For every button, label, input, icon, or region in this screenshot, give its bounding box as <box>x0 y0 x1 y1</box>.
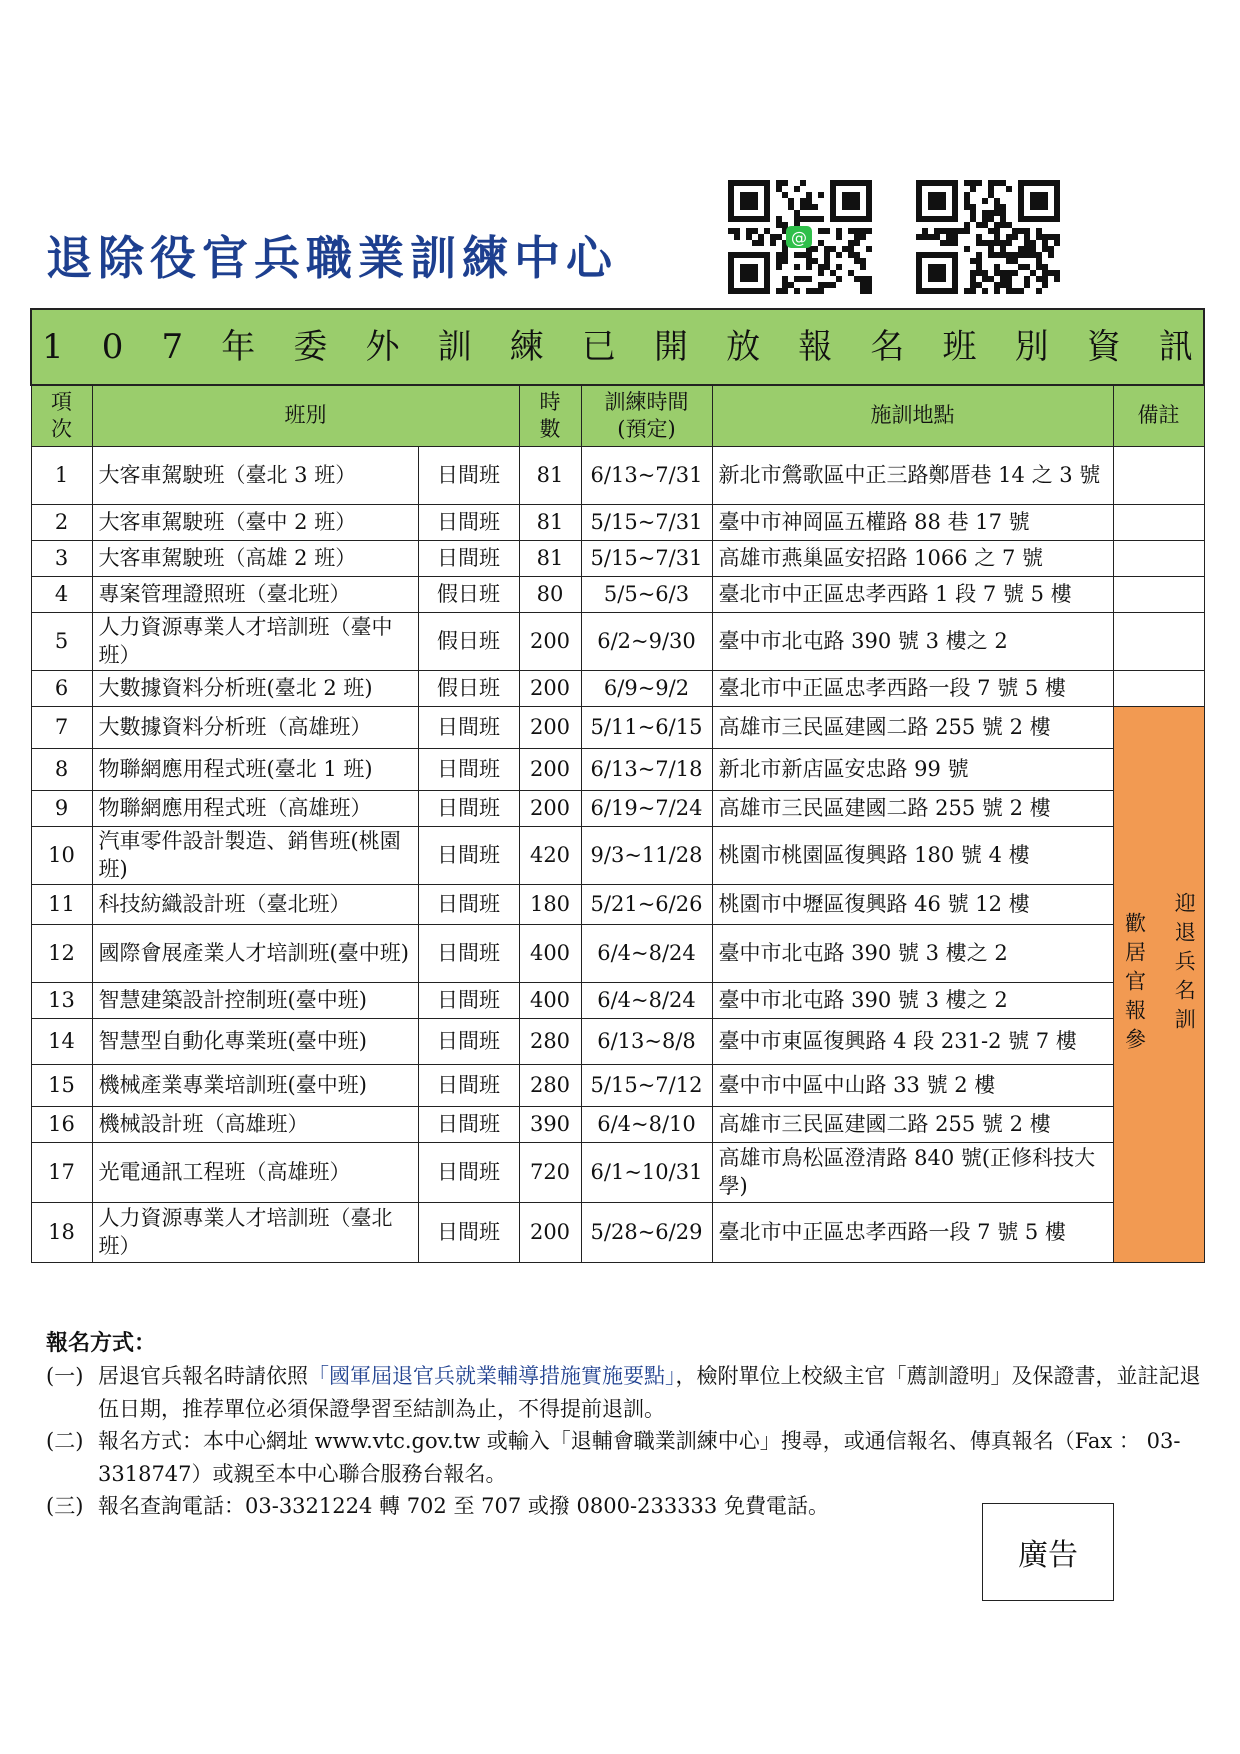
row-class-type: 日間班 <box>418 505 519 541</box>
table-header-row <box>31 385 1204 447</box>
row-period: 5/28~6/29 <box>581 1203 712 1263</box>
row-class-type: 日間班 <box>418 1065 519 1107</box>
row-period: 6/13~7/18 <box>581 749 712 791</box>
banner-char: 資 <box>1086 326 1121 367</box>
header-course: 班別 <box>92 385 519 447</box>
advertisement-label: 廣告 <box>982 1503 1114 1601</box>
row-hours: 81 <box>519 447 581 505</box>
row-period: 6/4~8/24 <box>581 925 712 983</box>
qr-code-icon <box>916 180 1060 294</box>
table-row <box>31 1203 1204 1263</box>
row-course: 大數據資料分析班(臺北 2 班) <box>92 671 418 707</box>
row-class-type: 日間班 <box>418 791 519 827</box>
row-no: 1 <box>31 447 92 505</box>
row-class-type: 假日班 <box>418 671 519 707</box>
row-hours: 200 <box>519 749 581 791</box>
table-row <box>31 1065 1204 1107</box>
row-hours: 400 <box>519 925 581 983</box>
row-no: 13 <box>31 983 92 1019</box>
row-no: 10 <box>31 827 92 885</box>
row-course: 國際會展產業人才培訓班(臺中班) <box>92 925 418 983</box>
banner-char: 外 <box>365 326 400 367</box>
row-hours: 200 <box>519 1203 581 1263</box>
row-course: 專案管理證照班（臺北班） <box>92 577 418 613</box>
row-no: 14 <box>31 1019 92 1065</box>
row-no: 9 <box>31 791 92 827</box>
row-class-type: 日間班 <box>418 447 519 505</box>
table-row <box>31 925 1204 983</box>
row-remark <box>1113 613 1204 671</box>
row-location: 臺中市北屯路 390 號 3 樓之 2 <box>712 613 1113 671</box>
banner-char: 訊 <box>1158 326 1193 367</box>
row-location: 新北市新店區安忠路 99 號 <box>712 749 1113 791</box>
row-class-type: 日間班 <box>418 925 519 983</box>
row-location: 臺中市中區中山路 33 號 2 樓 <box>712 1065 1113 1107</box>
row-period: 5/15~7/31 <box>581 541 712 577</box>
table-row <box>31 1019 1204 1065</box>
table-row <box>31 577 1204 613</box>
row-hours: 280 <box>519 1065 581 1107</box>
banner-char: 放 <box>726 326 761 367</box>
row-period: 5/21~6/26 <box>581 885 712 925</box>
row-location: 臺中市神岡區五權路 88 巷 17 號 <box>712 505 1113 541</box>
row-class-type: 假日班 <box>418 577 519 613</box>
remark-col-left: 歡居官報參 <box>1122 912 1147 1057</box>
row-location: 高雄市鳥松區澄清路 840 號(正修科技大學) <box>712 1143 1113 1203</box>
row-class-type: 日間班 <box>418 827 519 885</box>
row-period: 5/15~7/12 <box>581 1065 712 1107</box>
row-no: 16 <box>31 1107 92 1143</box>
row-course: 智慧建築設計控制班(臺中班) <box>92 983 418 1019</box>
course-table <box>30 308 1205 1263</box>
row-period: 6/4~8/24 <box>581 983 712 1019</box>
row-hours: 81 <box>519 541 581 577</box>
row-hours: 180 <box>519 885 581 925</box>
row-hours: 390 <box>519 1107 581 1143</box>
row-period: 5/15~7/31 <box>581 505 712 541</box>
row-class-type: 日間班 <box>418 707 519 749</box>
row-class-type: 日間班 <box>418 1203 519 1263</box>
row-no: 18 <box>31 1203 92 1263</box>
banner-char: 練 <box>509 326 544 367</box>
row-period: 9/3~11/28 <box>581 827 712 885</box>
row-hours: 200 <box>519 791 581 827</box>
row-course: 物聯網應用程式班（高雄班） <box>92 791 418 827</box>
row-course: 機械設計班（高雄班） <box>92 1107 418 1143</box>
row-location: 高雄市燕巢區安招路 1066 之 7 號 <box>712 541 1113 577</box>
row-hours: 200 <box>519 671 581 707</box>
banner-char: 別 <box>1014 326 1049 367</box>
row-course: 機械產業專業培訓班(臺中班) <box>92 1065 418 1107</box>
row-remark <box>1113 541 1204 577</box>
banner-char: 1 <box>42 326 64 367</box>
row-period: 6/2~9/30 <box>581 613 712 671</box>
row-no: 7 <box>31 707 92 749</box>
row-location: 臺中市北屯路 390 號 3 樓之 2 <box>712 983 1113 1019</box>
banner-char: 班 <box>942 326 977 367</box>
header-remark: 備註 <box>1113 385 1204 447</box>
table-row <box>31 671 1204 707</box>
table-row <box>31 827 1204 885</box>
qr-code-line-icon <box>728 180 872 294</box>
table-banner <box>31 309 1204 385</box>
row-hours: 720 <box>519 1143 581 1203</box>
banner-char: 已 <box>581 326 616 367</box>
row-no: 11 <box>31 885 92 925</box>
registration-item-2: (二) 報名方式：本中心網址 www.vtc.gov.tw 或輸入「退輔會職業訓練中心」搜尋，或通信報名、傳真報名（Fax ： 03-3318747）或親至本中心聯合服務台報名。 <box>46 1429 1181 1486</box>
row-class-type: 假日班 <box>418 613 519 671</box>
banner-title <box>42 325 1193 369</box>
row-location: 新北市鶯歌區中正三路鄭厝巷 14 之 3 號 <box>712 447 1113 505</box>
row-period: 5/11~6/15 <box>581 707 712 749</box>
table-row <box>31 613 1204 671</box>
banner-char: 委 <box>293 326 328 367</box>
row-hours: 80 <box>519 577 581 613</box>
banner-char: 開 <box>654 326 689 367</box>
banner-char: 7 <box>161 326 184 367</box>
banner-char: 名 <box>870 326 905 367</box>
banner-char: 訓 <box>437 326 472 367</box>
table-row <box>31 1107 1204 1143</box>
remark-col-right: 迎退兵名訓 <box>1172 892 1197 1037</box>
row-location: 桃園市桃園區復興路 180 號 4 樓 <box>712 827 1113 885</box>
row-no: 4 <box>31 577 92 613</box>
header-hours: 時 數 <box>519 385 581 447</box>
row-no: 6 <box>31 671 92 707</box>
row-period: 6/13~8/8 <box>581 1019 712 1065</box>
row-location: 臺北市中正區忠孝西路 1 段 7 號 5 樓 <box>712 577 1113 613</box>
registration-item-1: (一) 居退官兵報名時請依照「國軍屆退官兵就業輔導措施實施要點」，檢附單位上校級主官「薦訓證明」及保證書，並註記退伍日期，推荐單位必須保證學習至結訓為止，不得提前退訓。 <box>46 1364 1201 1421</box>
row-class-type: 日間班 <box>418 1143 519 1203</box>
row-hours: 200 <box>519 707 581 749</box>
row-location: 臺中市北屯路 390 號 3 樓之 2 <box>712 925 1113 983</box>
svg-text:@: @ <box>791 228 807 247</box>
banner-char: 年 <box>221 326 256 367</box>
table-row <box>31 447 1204 505</box>
row-location: 高雄市三民區建國二路 255 號 2 樓 <box>712 791 1113 827</box>
row-course: 人力資源專業人才培訓班（臺中班） <box>92 613 418 671</box>
row-hours: 81 <box>519 505 581 541</box>
table-row <box>31 791 1204 827</box>
header-period: 訓練時間 (預定) <box>581 385 712 447</box>
table-row <box>31 541 1204 577</box>
row-course: 物聯網應用程式班(臺北 1 班) <box>92 749 418 791</box>
row-remark <box>1113 577 1204 613</box>
row-location: 桃園市中壢區復興路 46 號 12 樓 <box>712 885 1113 925</box>
row-period: 6/9~9/2 <box>581 671 712 707</box>
row-period: 6/1~10/31 <box>581 1143 712 1203</box>
registration-heading: 報名方式： <box>46 1330 157 1356</box>
row-class-type: 日間班 <box>418 1019 519 1065</box>
table-row <box>31 505 1204 541</box>
registration-item-3: (三) 報名查詢電話：03-3321224 轉 702 至 707 或撥 0800-233333 免費電話。 <box>46 1494 829 1519</box>
row-hours: 280 <box>519 1019 581 1065</box>
row-hours: 400 <box>519 983 581 1019</box>
table-row <box>31 983 1204 1019</box>
row-period: 6/13~7/31 <box>581 447 712 505</box>
row-hours: 200 <box>519 613 581 671</box>
row-remark <box>1113 447 1204 505</box>
row-no: 17 <box>31 1143 92 1203</box>
table-row <box>31 707 1204 749</box>
row-class-type: 日間班 <box>418 983 519 1019</box>
row-course: 科技紡織設計班（臺北班） <box>92 885 418 925</box>
row-course: 大數據資料分析班（高雄班） <box>92 707 418 749</box>
row-no: 2 <box>31 505 92 541</box>
row-location: 臺中市東區復興路 4 段 231-2 號 7 樓 <box>712 1019 1113 1065</box>
row-remark <box>1113 505 1204 541</box>
row-hours: 420 <box>519 827 581 885</box>
banner-char: 報 <box>798 326 833 367</box>
row-class-type: 日間班 <box>418 749 519 791</box>
regulation-link: 「國軍屆退官兵就業輔導措施實施要點」 <box>308 1364 676 1389</box>
row-course: 智慧型自動化專業班(臺中班) <box>92 1019 418 1065</box>
row-no: 12 <box>31 925 92 983</box>
row-period: 5/5~6/3 <box>581 577 712 613</box>
row-course: 汽車零件設計製造、銷售班(桃園班) <box>92 827 418 885</box>
row-location: 臺北市中正區忠孝西路一段 7 號 5 樓 <box>712 671 1113 707</box>
row-location: 高雄市三民區建國二路 255 號 2 樓 <box>712 1107 1113 1143</box>
row-class-type: 日間班 <box>418 1107 519 1143</box>
row-class-type: 日間班 <box>418 885 519 925</box>
row-course: 大客車駕駛班（臺北 3 班） <box>92 447 418 505</box>
row-no: 8 <box>31 749 92 791</box>
org-title: 退除役官兵職業訓練中心 <box>46 231 618 285</box>
row-period: 6/19~7/24 <box>581 791 712 827</box>
header-no: 項 次 <box>31 385 92 447</box>
row-course: 人力資源專業人才培訓班（臺北班） <box>92 1203 418 1263</box>
row-course: 大客車駕駛班（高雄 2 班） <box>92 541 418 577</box>
row-no: 5 <box>31 613 92 671</box>
row-location: 臺北市中正區忠孝西路一段 7 號 5 樓 <box>712 1203 1113 1263</box>
row-course: 大客車駕駛班（臺中 2 班） <box>92 505 418 541</box>
row-location: 高雄市三民區建國二路 255 號 2 樓 <box>712 707 1113 749</box>
row-no: 3 <box>31 541 92 577</box>
row-class-type: 日間班 <box>418 541 519 577</box>
registration-section <box>46 1326 1216 1523</box>
table-row <box>31 749 1204 791</box>
header-location: 施訓地點 <box>712 385 1113 447</box>
row-course: 光電通訊工程班（高雄班） <box>92 1143 418 1203</box>
table-row <box>31 885 1204 925</box>
banner-char: 0 <box>101 326 124 367</box>
row-period: 6/4~8/10 <box>581 1107 712 1143</box>
remark-welcome-note <box>1113 707 1204 1263</box>
row-no: 15 <box>31 1065 92 1107</box>
row-remark <box>1113 671 1204 707</box>
table-row <box>31 1143 1204 1203</box>
